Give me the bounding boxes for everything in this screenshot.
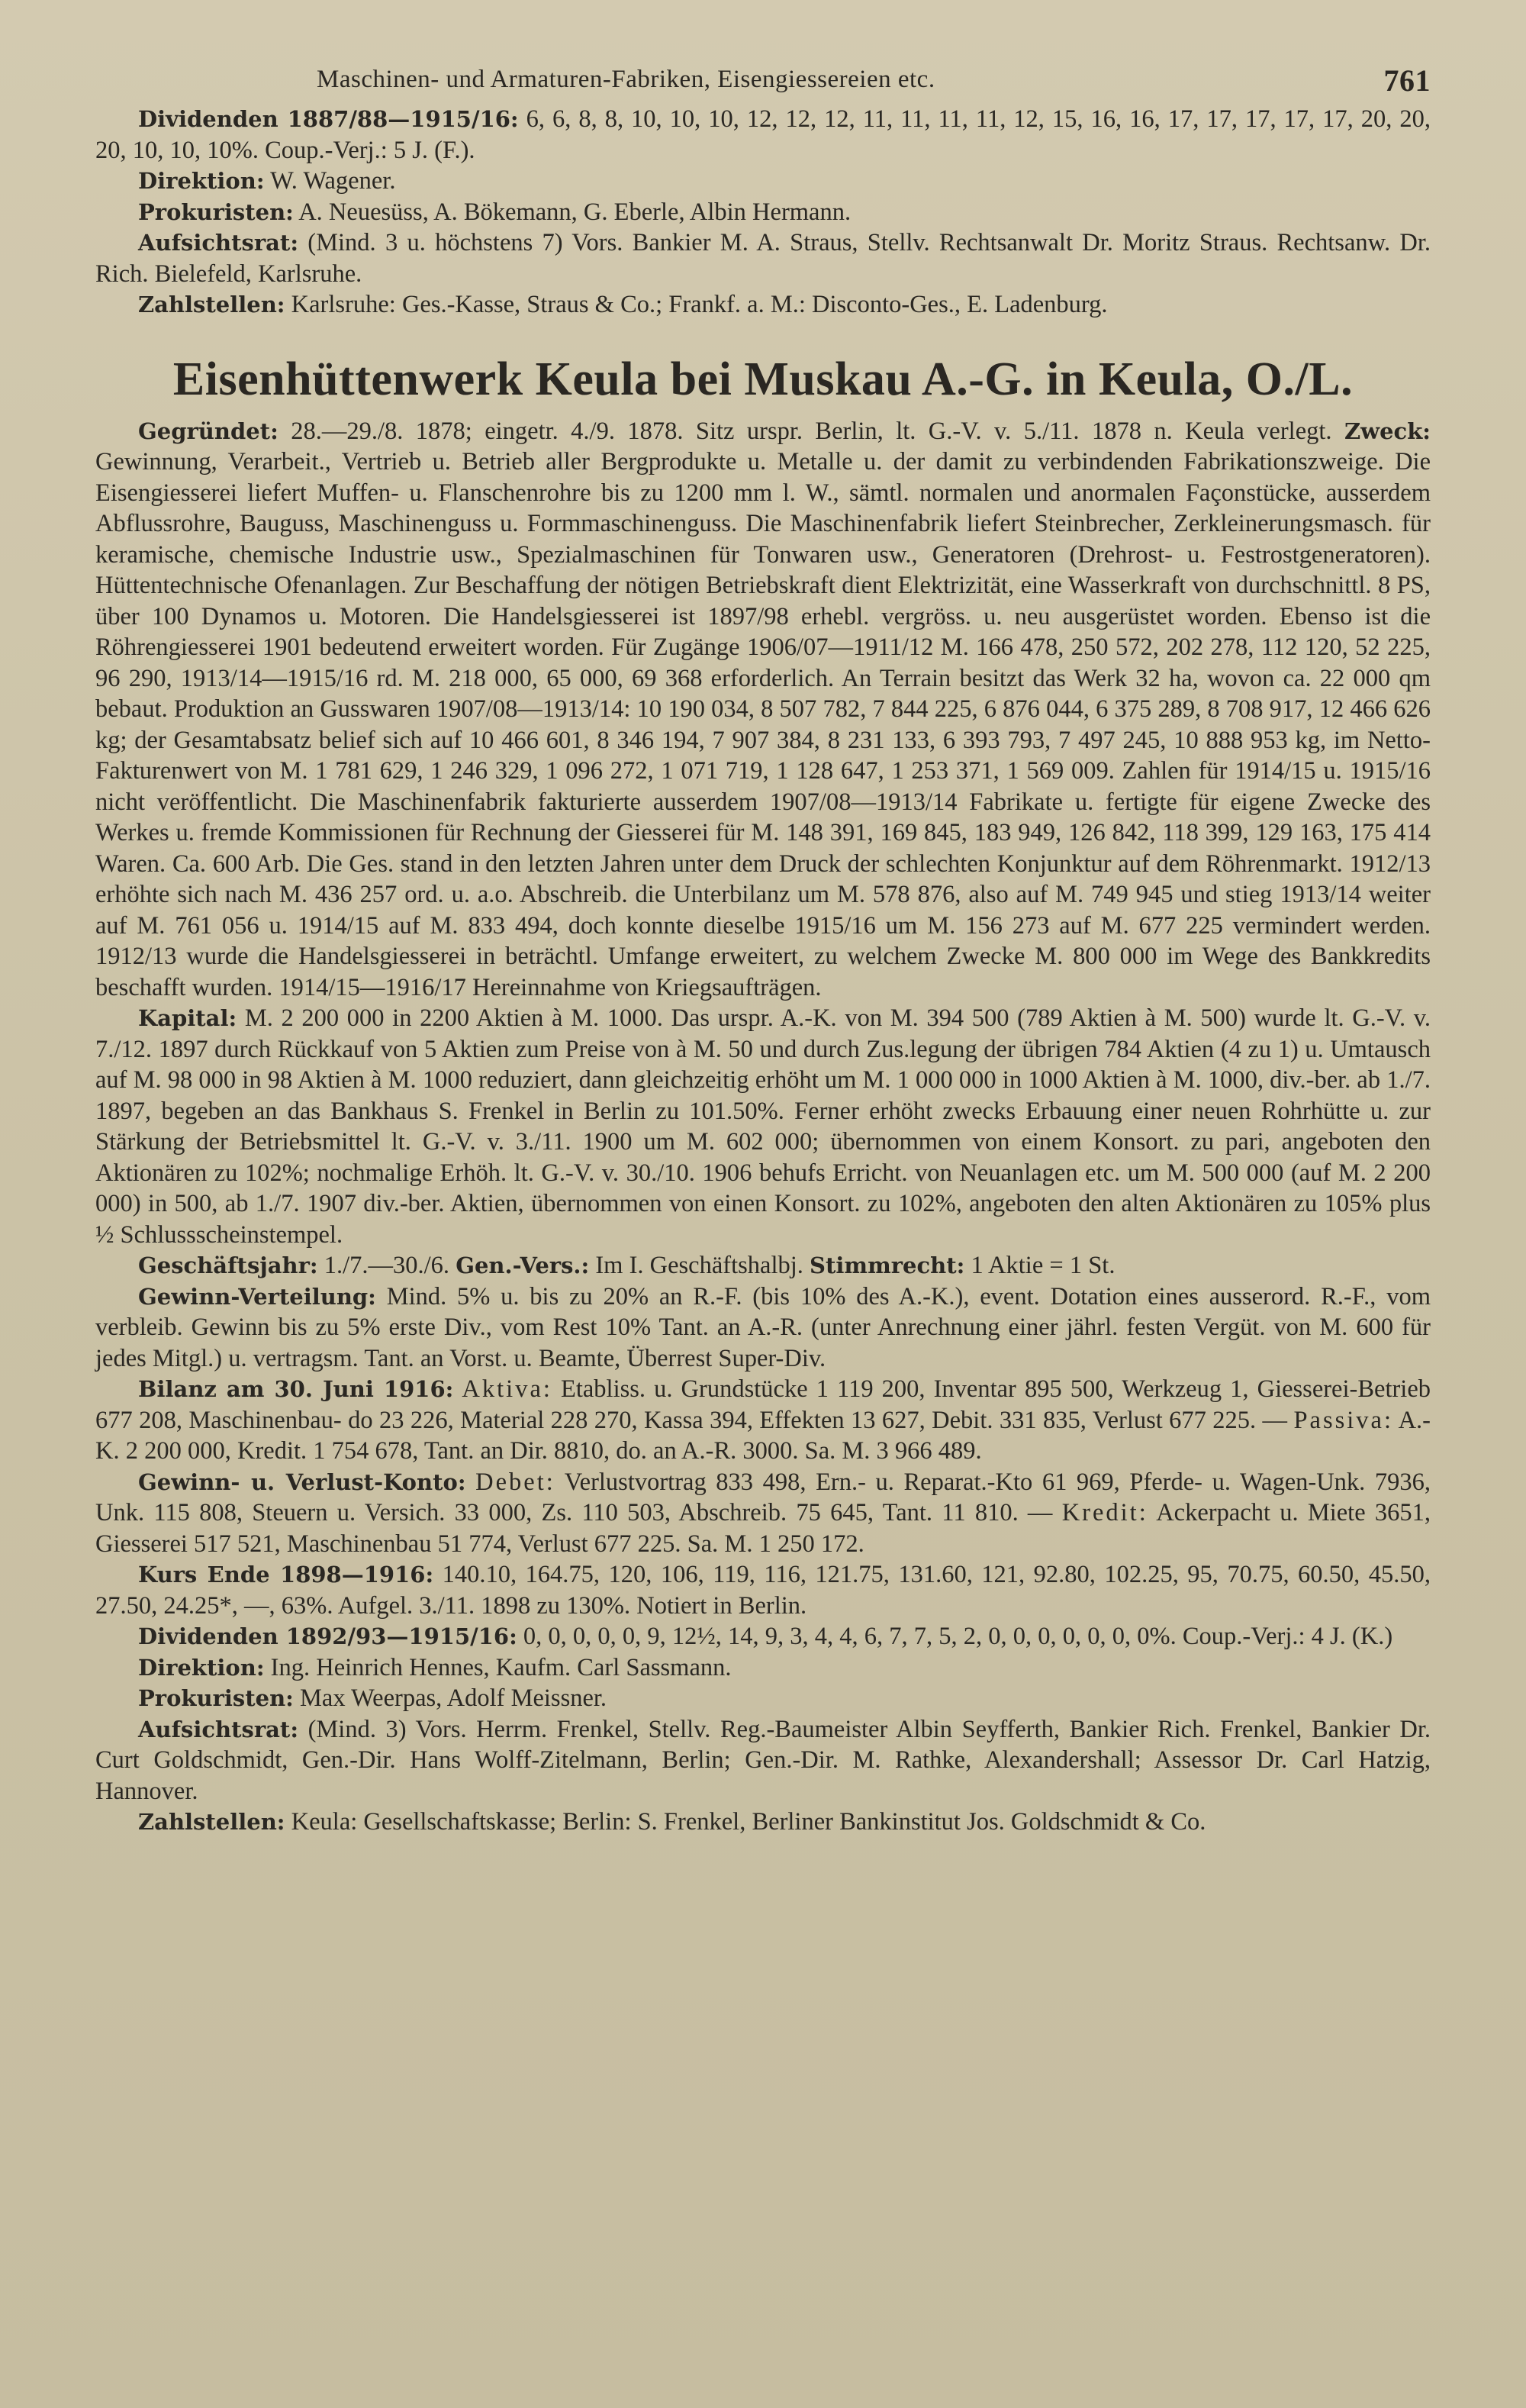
gewinnverteilung-text: Mind. 5% u. bis zu 20% an R.-F. (bis 10% des A.-K.), event. Dotation eines ausserord. R.-F., vom verbleib. Gewinn bis zu 5% erste Div., vom Rest 10% Tant. an A.-R. (unter Anrechnung einer jährl. festen Vergüt. von M. 600 für jedes Mitgl.) u. vertragsm. Tant. an Vorst. u. Beamte, Überrest Super-Div. bbox=[95, 1282, 1431, 1372]
prev-aufsichtsrat bbox=[95, 227, 1431, 289]
prev-dividenden-label: Dividenden 1887/88—1915/16: bbox=[138, 106, 519, 132]
kurs bbox=[95, 1559, 1431, 1621]
prev-prokuristen-text: A. Neuesüss, A. Bökemann, G. Eberle, Albin Hermann. bbox=[293, 198, 852, 226]
prev-zahlstellen bbox=[95, 289, 1431, 321]
prev-zahlstellen-label: Zahlstellen: bbox=[138, 292, 285, 318]
zahlstellen-text: Keula: Gesellschaftskasse; Berlin: S. Frenkel, Berliner Bankinstitut Jos. Goldschmidt & Co. bbox=[285, 1808, 1206, 1836]
prev-direktion-label: Direktion: bbox=[138, 168, 265, 194]
kurs-label: Kurs Ende 1898—1916: bbox=[138, 1562, 434, 1588]
guv-debet-label: Debet: bbox=[475, 1468, 555, 1496]
dividenden-text: 0, 0, 0, 0, 0, 9, 12½, 14, 9, 3, 4, 4, 6, 7, 7, 5, 2, 0, 0, 0, 0, 0, 0, 0%. Coup.-Verj.: 4 J. (K.) bbox=[517, 1623, 1393, 1650]
guv-kredit-text: Ackerpacht u. Miete 3651, Giesserei 517 521, Maschinenbau 51 774, Verlust 677 225. Sa. M. 1 250 172. bbox=[95, 1499, 1431, 1558]
kapital-text: M. 2 200 000 in 2200 Aktien à M. 1000. Das urspr. A.-K. von M. 394 500 (789 Aktien à M. 500) wurde lt. G.-V. v. 7./12. 1897 durch Rückkauf von 5 Aktien zum Preise von à M. 50 und durch Zus.legung der übrigen 784 Aktien (4 zu 1) u. Umtausch auf M. 98 000 in 98 Aktien à M. 1000 reduziert, dann gleichzeitig erhöht um M. 1 000 000 in 1000 Aktien à M. 1000, div.-ber. ab 1./7. 1897, begeben an das Bankhaus S. Frenkel in Berlin zu 101.50%. Ferner erhöht zwecks Erbauung einer neuen Rohrhütte u. zur Stärkung der Betriebsmittel lt. G.-V. v. 3./11. 1900 um M. 602 000; übernommen von einem Konsort. zu pari, angeboten den Aktionären zu 102%; nochmalige Erhöh. lt. G.-V. v. 30./10. 1906 behufs Erricht. von Neuanlagen etc. um M. 500 000 (auf M. 2 200 000) in 500, ab 1./7. 1907 div.-ber. Aktien, übernommen von einen Konsort. zu 102%, angeboten den alten Aktionären zu 105% plus ½ Schlussscheinstempel. bbox=[95, 1004, 1431, 1249]
gewinnverteilung-label: Gewinn-Verteilung: bbox=[138, 1283, 376, 1310]
geschaeftsjahr-label: Geschäftsjahr: bbox=[138, 1252, 318, 1278]
bilanz-passiva-text: A.-K. 2 200 000, Kredit. 1 754 678, Tant. an Dir. 8810, do. an A.-R. 3000. Sa. M. 3 966 489. bbox=[95, 1406, 1431, 1465]
prev-zahlstellen-text: Karlsruhe: Ges.-Kasse, Straus & Co.; Frankf. a. M.: Disconto-Ges., E. Ladenburg. bbox=[285, 291, 1108, 318]
bilanz-aktiva-text: Etabliss. u. Grundstücke 1 119 200, Inventar 895 500, Werkzeug 1, Giesserei-Betrieb 677 208, Maschinenbau- do 23 226, Material 228 270, Kassa 394, Effekten 13 627, Debit. 331 835, Verlust 677 225. — bbox=[95, 1375, 1431, 1434]
genvers-label: Gen.-Vers.: bbox=[456, 1252, 590, 1278]
prev-dividenden-text: 6, 6, 8, 8, 10, 10, 10, 12, 12, 12, 11, 11, 11, 11, 12, 15, 16, 16, 17, 17, 17, 17, 17, 20, 20, 20, 10, 10, 10%. Coup.-Verj.: 5 J. (F.). bbox=[95, 105, 1431, 164]
running-header bbox=[95, 52, 1431, 104]
prev-prokuristen-label: Prokuristen: bbox=[138, 198, 294, 225]
bilanz-label: Bilanz am 30. Juni 1916: bbox=[138, 1376, 454, 1402]
gegruendet-label: Gegründet: bbox=[138, 417, 278, 444]
prokuristen-label: Prokuristen: bbox=[138, 1685, 294, 1711]
prev-prokuristen bbox=[95, 197, 1431, 228]
prev-dividenden bbox=[95, 104, 1431, 166]
gegruendet-zweck bbox=[95, 416, 1431, 1004]
stimmrecht-label: Stimmrecht: bbox=[810, 1252, 965, 1278]
prokuristen bbox=[95, 1683, 1431, 1714]
direktion-label: Direktion: bbox=[138, 1654, 265, 1681]
header-title: Maschinen- und Armaturen-Fabriken, Eisengiessereien etc. bbox=[317, 66, 935, 93]
zahlstellen bbox=[95, 1807, 1431, 1838]
gegruendet-text: 28.—29./8. 1878; eingetr. 4./9. 1878. Sitz urspr. Berlin, lt. G.-V. v. 5./11. 1878 n. Keula verlegt. bbox=[278, 417, 1332, 445]
geschaeftsjahr-text: 1./7.—30./6. bbox=[317, 1252, 450, 1279]
prev-direktion-text: W. Wagener. bbox=[264, 167, 396, 195]
gewinnverteilung bbox=[95, 1281, 1431, 1375]
kapital bbox=[95, 1003, 1431, 1250]
guv-label: Gewinn- u. Verlust-Konto: bbox=[138, 1468, 466, 1495]
aufsichtsrat-label: Aufsichtsrat: bbox=[138, 1716, 299, 1742]
zweck-label: Zweck: bbox=[1344, 417, 1431, 444]
kapital-label: Kapital: bbox=[138, 1005, 237, 1031]
gewinn-verlust-konto bbox=[95, 1467, 1431, 1560]
bilanz-aktiva-label: Aktiva: bbox=[462, 1375, 552, 1403]
direktion-text: Ing. Heinrich Hennes, Kaufm. Carl Sassmann. bbox=[264, 1653, 732, 1681]
dividenden bbox=[95, 1621, 1431, 1652]
prev-aufsichtsrat-label: Aufsichtsrat: bbox=[138, 230, 299, 256]
kurs-text: 140.10, 164.75, 120, 106, 119, 116, 121.75, 131.60, 121, 92.80, 102.25, 95, 70.75, 60.50, 45.50, 27.50, 24.25*, —, 63%. Aufgel. 3./11. 1898 zu 130%. Notiert in Berlin. bbox=[95, 1561, 1431, 1620]
aufsichtsrat bbox=[95, 1714, 1431, 1807]
company-heading: Eisenhüttenwerk Keula bei Muskau A.-G. in Keula, O./L. bbox=[172, 353, 1354, 405]
direktion bbox=[95, 1652, 1431, 1684]
company-entry bbox=[95, 416, 1431, 1838]
geschaeftsjahr-line bbox=[95, 1250, 1431, 1281]
guv-kredit-label: Kredit: bbox=[1061, 1499, 1148, 1526]
prokuristen-text: Max Weerpas, Adolf Meissner. bbox=[293, 1684, 607, 1712]
page-number: 761 bbox=[1383, 63, 1431, 98]
zweck-text: Gewinnung, Verarbeit., Vertrieb u. Betrieb aller Bergprodukte u. Metalle u. der damit zu verbindenden Fabrikationszweige. Die Eisengiesserei liefert Muffen- u. Flanschenrohre bis zu 1200 mm l. W., sämtl. normalen und anormalen Façonstücke, ausserdem Abflussrohre, Bauguss, Maschinenguss u. Formmaschinenguss. Die Maschinenfabrik liefert Steinbrecher, Zerkleinerungsmasch. für keramische, chemische Industrie usw., Spezialmaschinen für Tonwaren usw., Generatoren (Drehrost- u. Festrostgeneratoren). Hüttentechnische Ofenanlagen. Zur Beschaffung der nötigen Betriebskraft dient Elektrizität, eine Wasserkraft von durchschnittl. 8 PS, über 100 Dynamos u. Motoren. Die Handelsgiesserei ist 1897/98 erhebl. vergröss. u. neu ausgerüstet worden. Ebenso ist die Röhrengiesserei 1901 bedeutend erweitert worden. Für Zugänge 1906/07—1911/12 M. 166 478, 250 572, 202 278, 112 120, 52 225, 96 290, 1913/14—1915/16 rd. M. 218 000, 65 000, 69 368 erforderlich. An Terrain besitzt das Werk 32 ha, wovon ca. 22 000 qm bebaut. Produktion an Gusswaren 1907/08—1913/14: 10 190 034, 8 507 782, 7 844 225, 6 876 044, 6 375 289, 8 708 917, 12 466 626 kg; der Gesamtabsatz belief sich auf 10 466 601, 8 346 194, 7 907 384, 8 231 133, 6 393 793, 7 497 245, 10 888 953 kg, im Netto-Fakturenwert von M. 1 781 629, 1 246 329, 1 096 272, 1 071 719, 1 128 647, 1 253 371, 1 569 009. Zahlen für 1914/15 u. 1915/16 nicht veröffentlicht. Die Maschinenfabrik fakturierte ausserdem 1907/08—1913/14 Fabrikate u. fertigte für eigene Zwecke des Werkes u. fremde Kommissionen für Rechnung der Giesserei für M. 148 391, 169 845, 183 949, 126 842, 118 399, 129 163, 175 414 Waren. Ca. 600 Arb. Die Ges. stand in den letzten Jahren unter dem Druck der schlechten Konjunktur auf dem Röhrenmarkt. 1912/13 erhöhte sich nach M. 436 257 ord. u. a.o. Abschreib. die Unterbilanz um M. 578 876, also auf M. 749 945 und stieg 1913/14 weiter auf M. 761 056 u. 1914/15 auf M. 833 494, doch konnte dieselbe 1915/16 um M. 156 273 auf M. 677 225 vermindert werden. 1912/13 wurde die Handelsgiesserei in beträchtl. Umfange erweitert, zu welchem Zwecke M. 800 000 im Wege des Bankkredits beschafft wurden. 1914/15—1916/17 Hereinnahme von Kriegsaufträgen. bbox=[95, 448, 1431, 1001]
prev-aufsichtsrat-text: (Mind. 3 u. höchstens 7) Vors. Bankier M. A. Straus, Stellv. Rechtsanwalt Dr. Moritz Straus. Rechtsanw. Dr. Rich. Bielefeld, Karlsruhe. bbox=[95, 229, 1431, 288]
bilanz bbox=[95, 1374, 1431, 1467]
dividenden-label: Dividenden 1892/93—1915/16: bbox=[138, 1623, 517, 1649]
stimmrecht-text: 1 Aktie = 1 St. bbox=[964, 1252, 1116, 1279]
bilanz-passiva-label: Passiva: bbox=[1293, 1406, 1393, 1434]
previous-entry bbox=[95, 104, 1431, 321]
aufsichtsrat-text: (Mind. 3) Vors. Herrm. Frenkel, Stellv. Reg.-Baumeister Albin Seyfferth, Bankier Rich. Frenkel, Bankier Dr. Curt Goldschmidt, Gen.-Dir. Hans Wolff-Zitelmann, Berlin; Gen.-Dir. M. Rathke, Alexandershall; Assessor Dr. Carl Hatzig, Hannover. bbox=[95, 1715, 1431, 1805]
guv-debet-text: Verlustvortrag 833 498, Ern.- u. Reparat.-Kto 61 969, Pferde- u. Wagen-Unk. 7936, Unk. 115 808, Steuern u. Versich. 33 000, Zs. 110 503, Abschreib. 75 645, Tant. 11 810. — bbox=[95, 1468, 1431, 1526]
zahlstellen-label: Zahlstellen: bbox=[138, 1809, 285, 1835]
genvers-text: Im I. Geschäftshalbj. bbox=[589, 1252, 803, 1279]
prev-direktion bbox=[95, 166, 1431, 197]
